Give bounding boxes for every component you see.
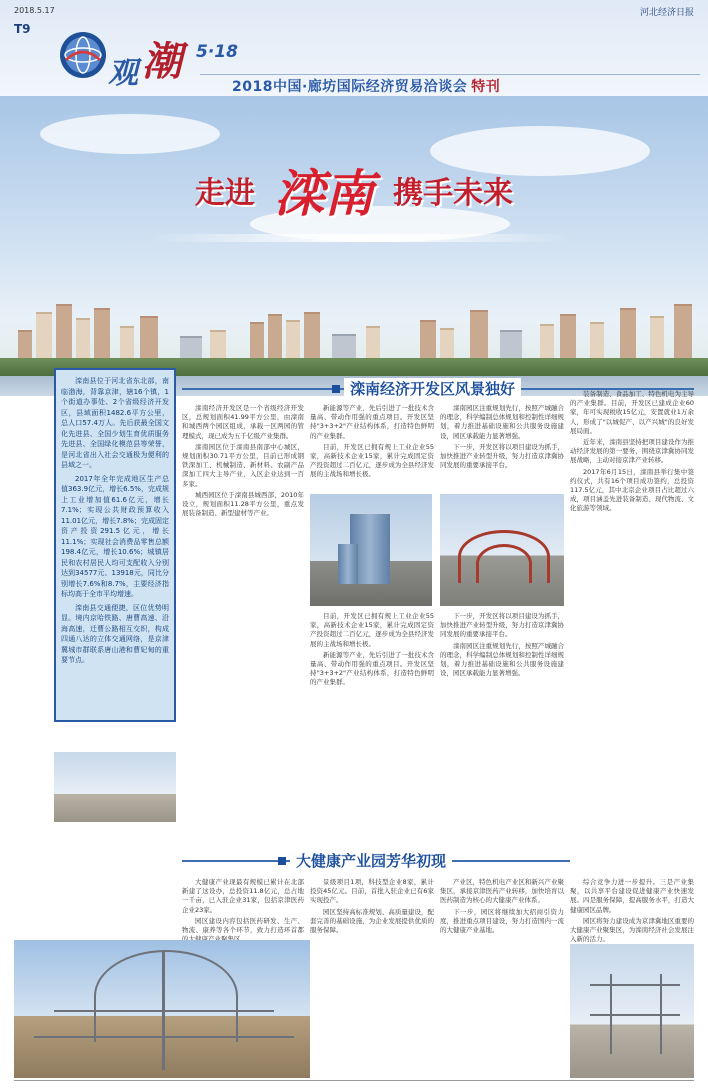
heading-square bbox=[332, 385, 340, 393]
steel-dome bbox=[94, 950, 238, 1042]
profile-paragraph: 滦南县位于河北省东北部，南临渤海，背靠京津，辖16个镇，1个街道办事处、2个省级经济开发区，县域面积1482.6平方公里，总人口57.4万人。先后获最全国文化先进县、全国少划生育优质服务先进县、全国绿化模范县等荣誉，是河北省出入社会交通极为便利的县域之一。 bbox=[61, 377, 169, 469]
steel-beam bbox=[34, 1036, 294, 1038]
hero-title-part2: 携手未来 bbox=[393, 176, 514, 211]
scaffold-beam bbox=[610, 974, 612, 1054]
hero-title bbox=[0, 154, 708, 226]
article-paragraph: 园区将努力建设成为京津冀地区重要的大健康产业聚集区，为滦南经济社会发展注入新的活力。 bbox=[570, 916, 694, 944]
article-paragraph: 滦南园区注重规划先行，按照产城融合的理念，科学编制总体规划和控制性详细规划，着力推进基础设施和公共服务设施建设，园区承载能力显著增强。 bbox=[440, 641, 564, 678]
article-column bbox=[310, 612, 434, 742]
bottom-divider bbox=[14, 1080, 694, 1081]
article-column bbox=[440, 878, 564, 1068]
county-profile-box bbox=[54, 368, 176, 722]
article-paragraph: 目前，开发区已拥有规上工业企业55家，高新技术企业15家，累计完成固定资产投资超过二百亿元，逐步成为全县经济发展的主战场和增长极。 bbox=[310, 612, 434, 648]
article-paragraph: 近年来，滦南县坚持把项目建设作为推动经济发展的第一要务，围绕京津冀协同发展战略，主动对接京津产业转移。 bbox=[570, 438, 694, 465]
office-tower-photo bbox=[310, 494, 432, 606]
tower bbox=[338, 544, 358, 584]
page-header bbox=[0, 0, 708, 96]
article-column bbox=[440, 612, 564, 742]
article-column bbox=[310, 878, 434, 1068]
hero-title-highlight: 滦南 bbox=[274, 164, 374, 223]
article-paragraph: 景级项目1项，科技型企业8家，累计投资45亿元。目前，首批入驻企业已有6家实现投产。 bbox=[310, 878, 434, 905]
scaffold-beam bbox=[590, 984, 680, 986]
article-paragraph: 园区建设内容包括医药研发、生产、物流、康养等各个环节，致力打造环首都 bbox=[182, 916, 304, 935]
section-heading bbox=[182, 850, 570, 872]
article-paragraph: 产业区，特色机电产业区和新兴产业聚集区，承接京津医药产业转移，加快培育以医药制造为核心的大健康产业体系。 bbox=[440, 878, 564, 905]
article-paragraph: 下一步，开发区将以项目建设为抓手，加快推进产业转型升级，努力打造京津冀协同发展的重要承接平台。 bbox=[440, 612, 564, 639]
hero-ribbon bbox=[150, 234, 570, 242]
building-site-photo bbox=[570, 944, 694, 1078]
brand-guan: 观 bbox=[108, 56, 138, 91]
paper-name: 河北经济日报 bbox=[639, 8, 694, 18]
special-edition-label: 特刊 bbox=[471, 79, 501, 95]
article-column bbox=[570, 390, 694, 740]
profile-paragraph: 滦南县交通便捷，区位优势明显。境内京哈铁路、唐曹高速、沿海高速，迁曹公路相互交织，构成四通八达的立体交通网络，是京津冀城市群联系唐山港和曹妃甸的重要节点。 bbox=[61, 603, 169, 664]
factory-photo bbox=[54, 752, 176, 822]
section1-title: 滦南经济开发区风景独好 bbox=[344, 378, 521, 399]
article-paragraph: 滦南园区位于滦南县南部中心城区，规划面积30.71平方公里，目前已形成钢铁深加工、机械制造、新材料、农副产品深加工四大主导产业，入区企业达到一百多家。 bbox=[182, 442, 304, 488]
article-paragraph: 园区坚持高标准规划、高质量建设，配套完善的基础设施，为企业发展提供优质的服务保障。 bbox=[310, 907, 434, 935]
profile-paragraph: 2017年全年完成地区生产总值363.9亿元，增长6.5%，完成规上工业增加值61.6亿元，增长7.1%；实现公共财政预算收入11.01亿元，增长7.8%；完成固定资产投资291.5亿元，增长11.1%；实现社会消费品零售总额198.4亿元，增长10.6%；城镇居民和农村居民人均可支配收入分别达到34577元、13918元，同比分别增长7.6%和8.7%，主要经济指标均高于全市平均增速。 bbox=[61, 474, 169, 598]
globe-emblem-icon bbox=[58, 30, 108, 80]
article-paragraph: 新能源等产业，先后引进了一批技术含量高、带动作用强的重点项目。开发区坚持"3+3+2"产业结构体系，打造特色鲜明的产业集群。 bbox=[310, 650, 434, 687]
article-paragraph: 大健康产业现最有规模已累计在北部新建了这设办，总投资11.8亿元，总占地一千亩，已入驻企业31家，包括京津医药企业23家。 bbox=[182, 878, 304, 914]
construction-dome-photo bbox=[14, 940, 310, 1078]
article-paragraph: 滦南经济开发区是一个省级经济开发区，总规划面积41.99平方公里，由滦南和城西两个园区组成，承载一区两园的管理模式，现已成为五千亿级产业集群。 bbox=[182, 404, 304, 440]
article-column bbox=[182, 404, 304, 744]
hero-banner bbox=[0, 96, 708, 396]
article-column bbox=[440, 404, 564, 488]
article-paragraph: 综合竞争力进一步提升。三是产业集聚，以共享平台建设促进健康产业快速发展。四是服务保障，提高服务水平，打造大健康园区品牌。 bbox=[570, 878, 694, 914]
page-number: T9 bbox=[14, 22, 31, 36]
article-paragraph: 滦南园区注重规划先行，按照产城融合的理念，科学编制总体规划和控制性详细规划，着力推进基础设施和公共服务设施建设，园区承载能力显著增强。 bbox=[440, 404, 564, 440]
brand-date: 5·18 bbox=[196, 42, 238, 62]
hero-title-part1: 走进 bbox=[194, 176, 255, 211]
fair-subtitle bbox=[232, 76, 500, 96]
fair-name: 2018中国·廊坊国际经济贸易洽谈会 bbox=[232, 79, 468, 95]
issue-date: 2018.5.17 bbox=[14, 6, 55, 15]
cloud bbox=[40, 114, 220, 154]
steel-beam bbox=[54, 1010, 274, 1012]
city-skyline bbox=[0, 272, 708, 372]
header-divider bbox=[200, 74, 700, 75]
article-paragraph: 下一步，园区将继续加大招商引资力度，推进重点项目建设，努力打造国内一流的大健康产业基地。 bbox=[440, 907, 564, 935]
article-paragraph: 新能源等产业，先后引进了一批技术含量高、带动作用强的重点项目。开发区坚持"3+3+2"产业结构体系，打造特色鲜明的产业集群。 bbox=[310, 404, 434, 440]
article-paragraph: 城西园区位于滦南县城西部，2010年设立，规划面积11.28平方公里，重点发展装备制造、新型建材等产业。 bbox=[182, 490, 304, 518]
gate-arch bbox=[476, 544, 532, 583]
scaffold-beam bbox=[660, 974, 662, 1054]
article-column bbox=[570, 878, 694, 944]
article-paragraph: 2017年6月15日，滦南县举行集中签约仪式，共有16个项目成功签约，总投资117.5亿元，其中北京企业项目占比超过六成，项目涵盖先进装备制造、现代物流、文化旅游等领域。 bbox=[570, 467, 694, 513]
section2-title: 大健康产业园芳华初现 bbox=[290, 850, 452, 871]
brand-chao: 潮 bbox=[142, 38, 182, 85]
park-gate-photo bbox=[440, 494, 564, 606]
article-paragraph: 目前，开发区已拥有规上工业企业55家，高新技术企业15家，累计完成固定资产投资超过二百亿元，逐步成为全县经济发展的主战场和增长极。 bbox=[310, 442, 434, 479]
heading-square bbox=[278, 857, 286, 865]
article-paragraph: 装备制造、食品加工、特色机电为主导的产业集群。目前，开发区已建成企业60家，年可实现税收15亿元，安置就业1万余人，形成了"以城促产、以产兴城"的良好发展局面。 bbox=[570, 390, 694, 435]
article-column bbox=[310, 404, 434, 488]
scaffold-beam bbox=[590, 1014, 680, 1016]
article-paragraph: 下一步，开发区将以项目建设为抓手，加快推进产业转型升级，努力打造京津冀协同发展的重要承接平台。 bbox=[440, 442, 564, 470]
